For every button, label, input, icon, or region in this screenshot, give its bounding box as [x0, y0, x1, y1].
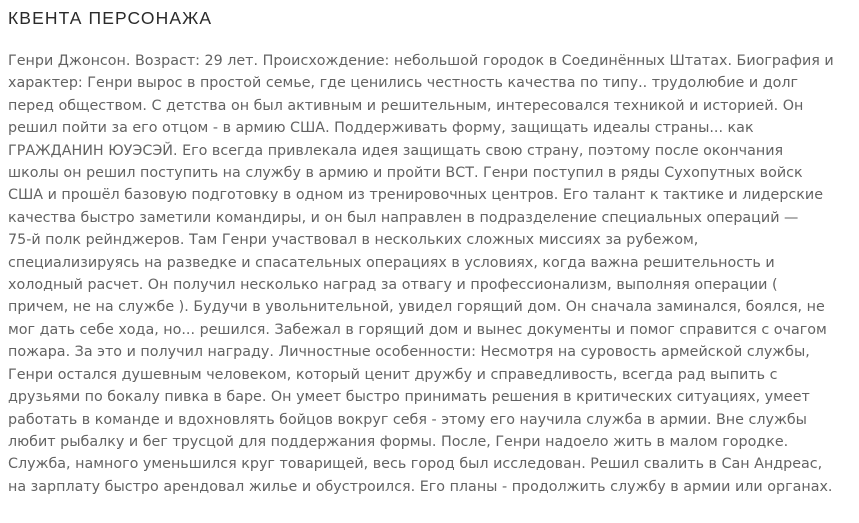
character-biography: [8, 50, 843, 498]
text-line: перед обществом. С детства он был активным и решительным, интересовался техникой и историей. Он: [8, 97, 804, 114]
text-line: ГРАЖДАНИН ЮУЭСЭЙ. Его всегда привлекала идея защищать свою страну, поэтому после окончания: [8, 142, 784, 159]
text-line: специализируясь на разведке и спасательных операциях в условиях, когда важна решительность и: [8, 254, 775, 271]
text-line: холодный расчет. Он получил несколько наград за отвагу и профессионализм, выполняя операции (: [8, 277, 778, 294]
text-line: решил пойти за его отцом - в армию США. Поддерживать форму, защищать идеалы страны... как: [8, 120, 754, 137]
page-title: КВЕНТА ПЕРСОНАЖА: [8, 8, 213, 28]
text-line: школы он решил поступить на службу в армию и пройти ВСТ. Генри поступил в ряды Сухопутных войск: [8, 165, 803, 182]
text-line: Генри Джонсон. Возраст: 29 лет. Происхождение: небольшой городок в Соединённых Штатах. Биография и: [8, 53, 834, 69]
text-line: на зарплату быстро арендовал жилье и обустроился. Его планы - продолжить службу в армии или органах.: [8, 478, 833, 495]
text-line: качества быстро заметили командиры, и он был направлен в подразделение специальных операций —: [8, 209, 799, 226]
text-line: друзьями по бокалу пивка в баре. Он умеет быстро принимать решения в критических ситуациях, умеет: [8, 389, 810, 406]
text-line: мог дать себе хода, но... решился. Забежал в горящий дом и вынес документы и помог справится с очагом: [8, 321, 827, 338]
text-line: характер: Генри вырос в простой семье, где ценились честность качества по типу.. трудолюбие и долг: [8, 75, 798, 92]
text-line: Служба, намного уменьшился круг товарищей, весь город был исследован. Решил свалить в Сан Андреас,: [8, 456, 823, 473]
text-line: любит рыбалку и бег трусцой для поддержания формы. После, Генри надоело жить в малом городке.: [8, 433, 789, 450]
text-line: пожара. За это и получил награду. Личностные особенности: Несмотря на суровость армейской службы,: [8, 344, 810, 361]
text-line: 75-й полк рейнджеров. Там Генри участвовал в нескольких сложных миссиях за рубежом,: [8, 232, 699, 249]
text-line: причем, не на службе ). Будучи в увольнительной, увидел горящий дом. Он сначала заминался, боялся, не: [8, 299, 825, 316]
text-line: США и прошёл базовую подготовку в одном из тренировочных центров. Его талант к тактике и лидерские: [8, 187, 824, 204]
text-line: Генри остался душевным человеком, который ценит дружбу и справедливость, всегда рад выпить с: [8, 366, 778, 383]
text-line: работать в команде и вдохновлять бойцов вокруг себя - этому его научила служба в армии. Вне службы: [8, 411, 807, 428]
